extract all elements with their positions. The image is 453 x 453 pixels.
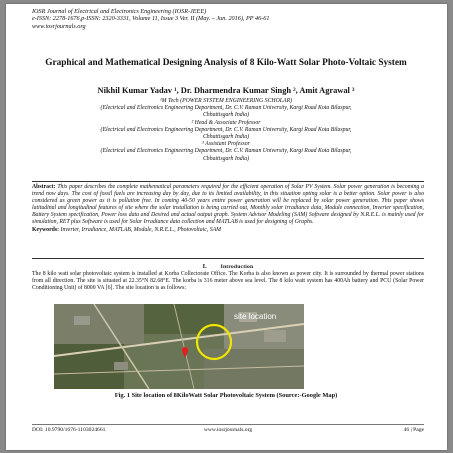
affiliation-line: ³ Assistant Professor bbox=[202, 141, 250, 148]
abstract-block bbox=[32, 184, 424, 234]
paper-page bbox=[6, 4, 447, 450]
journal-header bbox=[32, 8, 432, 30]
affiliation-line: (Electrical and Electronics Engineering Department, Dr. C.V. Raman University, Kargi Road Kota Bilaspur, bbox=[100, 105, 352, 112]
abstract-top-rule bbox=[32, 181, 424, 182]
abstract-label: Abstract: bbox=[32, 184, 56, 190]
keywords-label: Keywords: bbox=[32, 226, 60, 233]
affiliation-line: Chhattisgarh India) bbox=[202, 155, 250, 162]
section-number: I. bbox=[202, 263, 207, 270]
abstract-text: This paper describes the complete mathematical parameters required for the efficient operation of Solar PV System. Solar power generation is becoming a trend now days. The cost of fossil fuels are increasing day by day, due to its limited availability, in this situation opting solar is a better option. Solar power is also considered as green power as it is pollution free. In coming 40-50 years entire power generation will be replaced by solar power generation. This paper shows latitudinal and longitudinal features of site where the solar installation is being carried out, Monthly solar irradiance data, Module connection, Inverter specification, Battery System specification, Power loss data and Desired and actual output graph. System Advisor Modeling (SAM) Software designed by N.R.E.L. is mainly used for simulation, RET plus Software is used for Solar Irradiance data collection and MATLAB is used for designing of Graphs. bbox=[32, 184, 424, 226]
site-map-image bbox=[54, 304, 304, 389]
keywords-text: Inverter, Irradiance, MATLAB, Module, N.R.E.L., Photovoltaic, SAM bbox=[60, 226, 221, 233]
author-list: Nikhil Kumar Yadav ¹, Dr. Dharmendra Kumar Singh ², Amit Agrawal ³ bbox=[97, 86, 355, 95]
affiliation-line: Chhattisgarh India) bbox=[202, 134, 250, 141]
affiliation-line: Chhattisgarh India) bbox=[202, 112, 250, 119]
paper-title: Graphical and Mathematical Designing Analysis of 8 Kilo-Watt Solar Photo-Voltaic System bbox=[45, 58, 407, 68]
journal-name: IOSR Journal of Electrical and Electronics Engineering (IOSR-JEEE) bbox=[32, 8, 207, 15]
footer-page-number: 46 | Page bbox=[403, 427, 424, 433]
figure-caption: Fig. 1 Site location of 8KiloWatt Solar Photovoltaic System (Source:-Google Map) bbox=[114, 392, 338, 399]
section-title: Introduction bbox=[220, 264, 254, 270]
affiliation-line: (Electrical and Electronics Engineering Department, Dr. C.V. Raman University, Kargi Road Kota Bilaspur, bbox=[100, 148, 352, 155]
footer-doi: DOI: 10.9790/1676-1103024661 bbox=[32, 427, 106, 433]
affiliation-line: ² Head & Associate Professor bbox=[191, 119, 261, 126]
affiliations bbox=[26, 98, 426, 163]
footer-website[interactable]: www.iosrjournals.org bbox=[203, 427, 253, 433]
page-footer bbox=[32, 424, 424, 433]
abstract-bottom-rule bbox=[32, 258, 424, 259]
map-label: site location bbox=[234, 312, 277, 321]
introduction-text: The 8 kilo watt solar photovoltaic system is installed at Korba Collectorate Office. The Korba is also known as power city. It is surrounded by thermal power stations from all direction. The site is situated at 22.35°N 82.68°E. The korba is 316 meter above sea level. The 8 kilo watt system has 400Ah battery and PCU (Solar Power Conditioning Unit) of 8000 VA [6]. The site location is as follows: bbox=[32, 271, 424, 292]
journal-website[interactable]: www.iosrjournals.org bbox=[32, 22, 86, 30]
journal-issn: e-ISSN: 2278-1676,p-ISSN: 2320-3331, Volume 11, Issue 3 Ver. II (May. – Jun. 2016), PP 46-61 bbox=[32, 15, 270, 23]
affiliation-line: ¹M Tech (POWER SYSTEM ENGINEERING SCHOLAR) bbox=[159, 98, 293, 104]
affiliation-line: (Electrical and Electronics Engineering Department, Dr. C.V. Raman University, Kargi Road Kota Bilaspur, bbox=[100, 126, 352, 133]
section-heading bbox=[32, 263, 424, 270]
